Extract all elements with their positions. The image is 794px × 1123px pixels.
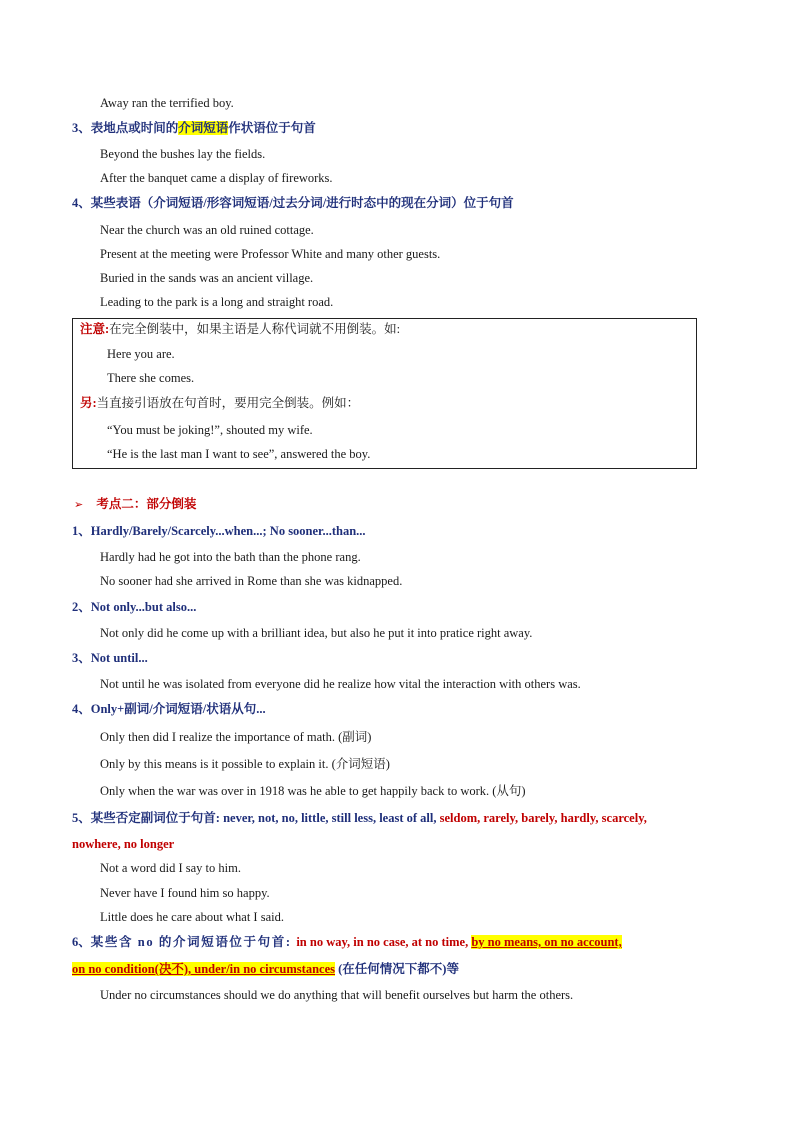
example-sentence: After the banquet came a display of fireworks. xyxy=(100,171,333,185)
rule-4-heading xyxy=(72,194,514,212)
example-sentence: “You must be joking!”, shouted my wife. xyxy=(107,423,313,437)
example-sentence: Buried in the sands was an ancient village. xyxy=(100,271,314,285)
example-sentence: Away ran the terrified boy. xyxy=(100,96,234,110)
rule-6-heading xyxy=(72,933,622,951)
example-sentence: Only then did I realize the importance of math. (副词) xyxy=(100,730,372,744)
example-sentence: Little does he care about what I said. xyxy=(100,910,284,924)
example-sentence: Only by this means is it possible to explain it. (介词短语) xyxy=(100,757,390,771)
adverb-list-red: seldom, rarely, barely, hardly, scarcely, xyxy=(439,811,647,825)
highlighted-phrases: on no condition(决不), under/in no circumstances xyxy=(72,962,335,976)
example-sentence: Present at the meeting were Professor White and many other guests. xyxy=(100,247,441,261)
rule-number: 3、 xyxy=(72,121,91,135)
rule-3-heading xyxy=(72,119,316,137)
rule-text: 表地点或时间的 xyxy=(90,121,179,135)
example-sentence: “He is the last man I want to see”, answered the boy. xyxy=(107,447,371,461)
rule-5-continuation xyxy=(72,835,174,853)
phrase-list-red: in no way, in no case, at no time, xyxy=(296,935,472,949)
note-label: 注意: xyxy=(80,322,110,336)
section-heading xyxy=(74,495,196,514)
example-sentence: Leading to the park is a long and straight road. xyxy=(100,295,334,309)
note-text: 当直接引语放在句首时，要用完全倒装。例如： xyxy=(96,396,360,410)
example-sentence: Not only did he come up with a brilliant idea, but also he put it into pratice right away. xyxy=(100,626,533,640)
example-sentence: Here you are. xyxy=(107,347,175,361)
example-sentence: Never have I found him so happy. xyxy=(100,886,270,900)
highlighted-term: 介词短语 xyxy=(178,121,229,135)
example-sentence: Under no circumstances should we do anything that will benefit ourselves but harm the others. xyxy=(100,988,574,1002)
note-box xyxy=(72,318,697,469)
rule-text: 作状语位于句首 xyxy=(228,121,316,135)
example-sentence: Beyond the bushes lay the fields. xyxy=(100,147,266,161)
example-sentence: Not a word did I say to him. xyxy=(100,861,241,875)
note-line xyxy=(80,394,359,412)
rule-4b-heading: 4、Only+副词/介词短语/状语从句... xyxy=(72,702,266,716)
note-line xyxy=(80,320,400,338)
rule-text: 某些含 no 的介词短语位于句首: xyxy=(90,935,297,949)
adverb-list: never, not, no, little, still less, least of all, xyxy=(223,811,440,825)
example-sentence: Near the church was an old ruined cottage. xyxy=(100,223,314,237)
rule-text: (在任何情况下都不)等 xyxy=(335,962,459,976)
rule-text: 某些表语（介词短语/形容词短语/过去分词/进行时态中的现在分词）位于句首 xyxy=(90,196,514,210)
arrow-icon: ➢ xyxy=(74,499,84,511)
rule-number: 4、 xyxy=(72,196,91,210)
example-sentence: Not until he was isolated from everyone did he realize how vital the interaction with others was. xyxy=(100,677,581,691)
example-sentence: No sooner had she arrived in Rome than she was kidnapped. xyxy=(100,574,403,588)
note-text: 在完全倒装中，如果主语是人称代词就不用倒装。如: xyxy=(109,322,401,336)
rule-3b-heading: 3、Not until... xyxy=(72,651,148,665)
rule-number: 5、 xyxy=(72,811,91,825)
note-label: 另: xyxy=(80,396,97,410)
highlighted-phrases: by no means, on no account, xyxy=(471,935,622,949)
rule-text: 某些否定副词位于句首: xyxy=(90,811,224,825)
rule-1-heading: 1、Hardly/Barely/Scarcely...when...; No sooner...than... xyxy=(72,524,366,538)
example-sentence: Hardly had he got into the bath than the phone rang. xyxy=(100,550,361,564)
rule-2-heading: 2、Not only...but also... xyxy=(72,600,197,614)
section-title: 考点二：部分倒装 xyxy=(96,497,197,511)
rule-5-heading xyxy=(72,809,647,827)
example-sentence: Only when the war was over in 1918 was he able to get happily back to work. (从句) xyxy=(100,784,526,798)
example-sentence: There she comes. xyxy=(107,371,195,385)
rule-number: 6、 xyxy=(72,935,91,949)
rule-6-continuation xyxy=(72,960,459,978)
adverb-list-red: nowhere, no longer xyxy=(72,837,175,851)
